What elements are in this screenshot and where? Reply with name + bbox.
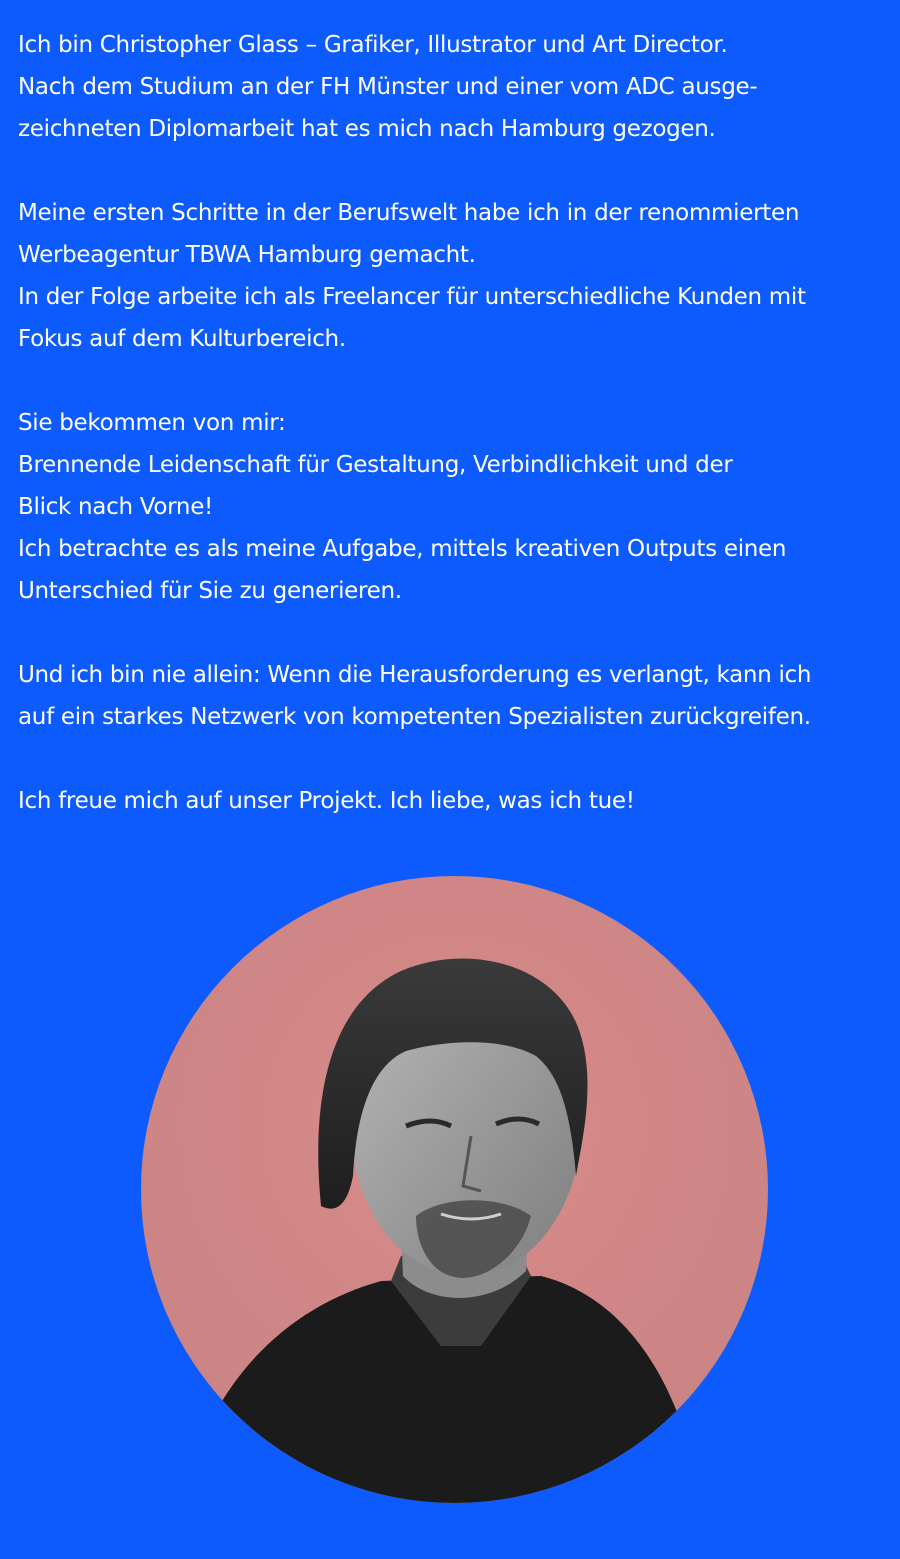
paragraph-gap bbox=[18, 612, 898, 654]
bio-line: Unterschied für Sie zu generieren. bbox=[18, 578, 402, 604]
bio-line: Blick nach Vorne! bbox=[18, 494, 213, 520]
bio-line: Und ich bin nie allein: Wenn die Herausforderung es verlangt, kann ich bbox=[18, 662, 812, 688]
bio-line: Werbeagentur TBWA Hamburg gemacht. bbox=[18, 242, 476, 268]
bio-line: Ich bin Christopher Glass – Grafiker, Illustrator und Art Director. bbox=[18, 32, 728, 58]
paragraph-gap bbox=[18, 360, 898, 402]
portrait-photo bbox=[141, 876, 768, 1503]
bio-line: Fokus auf dem Kulturbereich. bbox=[18, 326, 346, 352]
bio-line: zeichneten Diplomarbeit hat es mich nach Hamburg gezogen. bbox=[18, 116, 716, 142]
bio-line: Ich betrachte es als meine Aufgabe, mittels kreativen Outputs einen bbox=[18, 536, 787, 562]
bio-text bbox=[18, 24, 898, 822]
paragraph-gap bbox=[18, 150, 898, 192]
bio-line: Nach dem Studium an der FH Münster und einer vom ADC ausge- bbox=[18, 74, 758, 100]
bio-line: Brennende Leidenschaft für Gestaltung, Verbindlichkeit und der bbox=[18, 452, 733, 478]
portrait-illustration bbox=[141, 876, 768, 1503]
bio-line: Meine ersten Schritte in der Berufswelt habe ich in der renommierten bbox=[18, 200, 800, 226]
bio-line: In der Folge arbeite ich als Freelancer für unterschiedliche Kunden mit bbox=[18, 284, 806, 310]
paragraph-gap bbox=[18, 738, 898, 780]
bio-line: Ich freue mich auf unser Projekt. Ich liebe, was ich tue! bbox=[18, 788, 635, 814]
bio-line: auf ein starkes Netzwerk von kompetenten Spezialisten zurückgreifen. bbox=[18, 704, 811, 730]
bio-line: Sie bekommen von mir: bbox=[18, 410, 286, 436]
